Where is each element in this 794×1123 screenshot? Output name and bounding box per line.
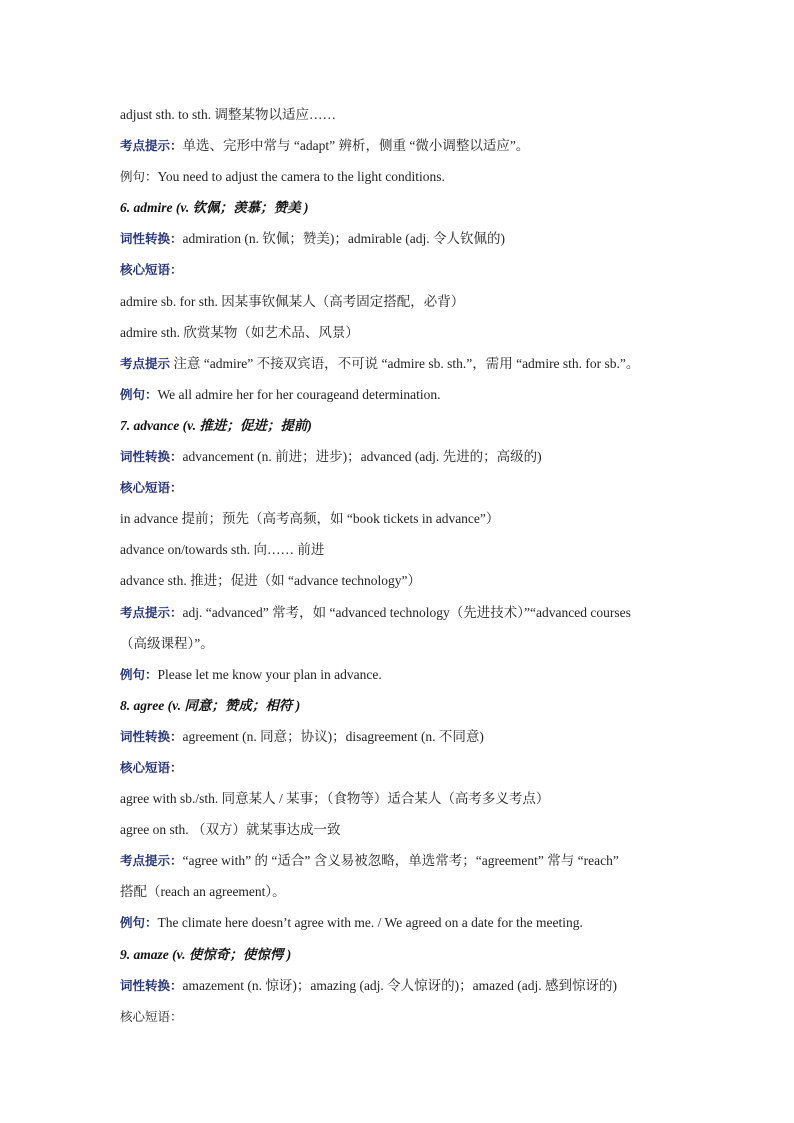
- labeled-line: [120, 441, 680, 472]
- entry-heading-text: 7. advance (v. 推进；促进；提前): [120, 417, 312, 433]
- line-text: advance sth. 推进；促进（如 “advance technology”）: [120, 573, 422, 589]
- labeled-line: [120, 348, 680, 379]
- entry-heading: [120, 192, 680, 223]
- text-line: [120, 286, 680, 317]
- line-text: agree on sth. （双方）就某事达成一致: [120, 822, 341, 838]
- line-label: 核心短语：: [120, 480, 183, 496]
- labeled-line: [120, 597, 680, 628]
- line-text: You need to adjust the camera to the light conditions.: [157, 169, 445, 185]
- line-label: 考点提示: [120, 355, 171, 371]
- entry-heading-text: 8. agree (v. 同意；赞成；相符 ): [120, 697, 301, 713]
- line-label: 考点提示：: [120, 138, 183, 154]
- entry-heading: [120, 690, 680, 721]
- labeled-line: [120, 1001, 680, 1032]
- labeled-line: [120, 161, 680, 192]
- line-label: 核心短语：: [120, 1008, 183, 1024]
- labeled-line: [120, 907, 680, 938]
- line-text: 注意 “admire” 不接双宾语，不可说 “admire sb. sth.”，需用 “admire sth. for sb.”。: [170, 355, 640, 371]
- text-line: [120, 317, 680, 348]
- entry-heading: [120, 410, 680, 441]
- text-line: [120, 783, 680, 814]
- line-label: 核心短语：: [120, 262, 183, 278]
- line-text: Please let me know your plan in advance.: [157, 666, 382, 682]
- text-line: [120, 876, 680, 907]
- labeled-line: [120, 223, 680, 254]
- line-label: 例句：: [120, 666, 158, 682]
- line-label: 考点提示：: [120, 604, 183, 620]
- line-label: 词性转换：: [120, 977, 183, 993]
- labeled-line: [120, 970, 680, 1001]
- labeled-line: [120, 659, 680, 690]
- text-line: [120, 534, 680, 565]
- line-label: 核心短语：: [120, 759, 183, 775]
- line-label: 词性转换：: [120, 231, 183, 247]
- line-label: 考点提示：: [120, 853, 183, 869]
- entry-heading-text: 6. admire (v. 钦佩；羡慕；赞美 ): [120, 200, 309, 216]
- text-line: [120, 99, 680, 130]
- line-text: The climate here doesn’t agree with me. / We agreed on a date for the meeting.: [157, 915, 583, 931]
- line-text: advance on/towards sth. 向…… 前进: [120, 542, 325, 558]
- labeled-line: [120, 752, 680, 783]
- text-line: [120, 628, 680, 659]
- text-line: [120, 814, 680, 845]
- line-text: agree with sb./sth. 同意某人 / 某事；（食物等）适合某人（高考多义考点）: [120, 791, 550, 807]
- line-text: adjust sth. to sth. 调整某物以适应……: [120, 107, 337, 122]
- line-text: admire sth. 欣赏某物（如艺术品、风景）: [120, 324, 359, 340]
- labeled-line: [120, 845, 680, 876]
- line-text: admire sb. for sth. 因某事钦佩某人（高考固定搭配，必背）: [120, 293, 465, 309]
- labeled-line: [120, 254, 680, 285]
- line-text: 搭配（reach an agreement）。: [120, 884, 286, 900]
- text-line: [120, 503, 680, 534]
- labeled-line: [120, 472, 680, 503]
- document-body: [120, 99, 680, 1032]
- entry-heading-text: 9. amaze (v. 使惊奇；使惊愕 ): [120, 946, 292, 962]
- line-text: advancement (n. 前进；进步)；advanced (adj. 先进的；高级的): [182, 449, 542, 465]
- line-text: in advance 提前；预先（高考高频，如 “book tickets in advance”）: [120, 511, 500, 527]
- line-text: adj. “advanced” 常考，如 “advanced technology（先进技术）”“advanced courses: [182, 604, 631, 620]
- line-label: 词性转换：: [120, 449, 183, 465]
- line-label: 例句：: [120, 169, 158, 185]
- line-label: 词性转换：: [120, 728, 183, 744]
- entry-heading: [120, 939, 680, 970]
- line-label: 例句：: [120, 386, 158, 402]
- line-text: We all admire her for her courageand determination.: [157, 386, 441, 402]
- line-text: 单选、完形中常与 “adapt” 辨析，侧重 “微小调整以适应”。: [182, 138, 530, 154]
- line-text: admiration (n. 钦佩；赞美)；admirable (adj. 令人钦佩的): [182, 231, 505, 247]
- line-text: “agree with” 的 “适合” 含义易被忽略，单选常考；“agreement” 常与 “reach”: [182, 853, 619, 869]
- labeled-line: [120, 379, 680, 410]
- text-line: [120, 565, 680, 596]
- line-text: amazement (n. 惊讶)；amazing (adj. 令人惊讶的)；amazed (adj. 感到惊讶的): [182, 977, 618, 993]
- line-label: 例句：: [120, 915, 158, 931]
- labeled-line: [120, 130, 680, 161]
- labeled-line: [120, 721, 680, 752]
- line-text: （高级课程）”。: [120, 635, 214, 651]
- line-text: agreement (n. 同意；协议)；disagreement (n. 不同意): [182, 728, 484, 744]
